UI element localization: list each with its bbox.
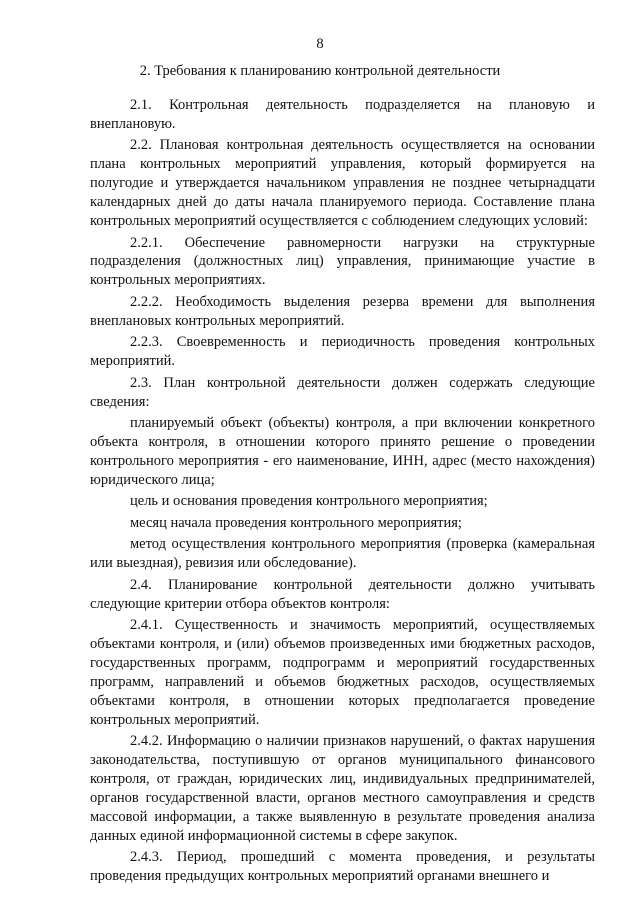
list-item-planned-object: планируемый объект (объекты) контроля, а при включении конкретного объекта контроля, в отношении которого принято решение о проведении контрольного мероприятия - его наименование, ИНН, адрес (место нахождения) юридического лица; bbox=[90, 415, 595, 488]
paragraph-2-2-2: 2.2.2. Необходимость выделения резерва времени для выполнения внеплановых контрольных мероприятий. bbox=[90, 293, 595, 329]
paragraph-2-4-1: 2.4.1. Существенность и значимость мероприятий, осуществляемых объектами контроля, и (или) объемов произведенных ими бюджетных расходов, государственных программ, подпрограмм и мероприятий государственных программ, направлений и объемов бюджетных расходов, осуществляемых объектами контроля, в отношении которых предполагается проведение контрольных мероприятий. bbox=[90, 617, 595, 728]
paragraph-2-2: 2.2. Плановая контрольная деятельность осуществляется на основании плана контрольных мероприятий управления, который формируется на полугодие и утверждается начальником управления не позднее четырнадцати календарных дней до даты начала планируемого периода. Составление плана контрольных мероприятий осуществляется с соблюдением следующих условий: bbox=[90, 137, 595, 230]
list-item-purpose: цель и основания проведения контрольного мероприятия; bbox=[130, 493, 488, 510]
paragraph-2-3: 2.3. План контрольной деятельности должен содержать следующие сведения: bbox=[90, 374, 595, 410]
list-item-method: метод осуществления контрольного мероприятия (проверка (камеральная или выездная), ревизия или обследование). bbox=[90, 536, 595, 572]
page-number: 8 bbox=[316, 36, 324, 52]
paragraph-2-4: 2.4. Планирование контрольной деятельности должно учитывать следующие критерии отбора объектов контроля: bbox=[90, 576, 595, 612]
body-text bbox=[90, 96, 595, 889]
section-title: 2. Требования к планированию контрольной деятельности bbox=[139, 63, 501, 79]
paragraph-2-4-2: 2.4.2. Информацию о наличии признаков нарушений, о фактах нарушения законодательства, поступившую от органов муниципального финансового контроля, от граждан, юридических лиц, индивидуальных предпринимателей, органов государственной власти, органов местного самоуправления и средств массовой информации, а также выявленную в результате проведения анализа данных единой информационной системы в сфере закупок. bbox=[90, 733, 595, 844]
paragraph-2-4-3: 2.4.3. Период, прошедший с момента проведения, и результаты проведения предыдущих контрольных мероприятий органами внешнего и bbox=[90, 849, 595, 885]
paragraph-2-2-1: 2.2.1. Обеспечение равномерности нагрузки на структурные подразделения (должностных лиц) управления, принимающие участие в контрольных мероприятиях. bbox=[90, 234, 595, 289]
list-item-start-month: месяц начала проведения контрольного мероприятия; bbox=[130, 514, 462, 531]
paragraph-2-2-3: 2.2.3. Своевременность и периодичность проведения контрольных мероприятий. bbox=[90, 334, 595, 370]
paragraph-2-1: 2.1. Контрольная деятельность подразделяется на плановую и внеплановую. bbox=[90, 97, 595, 132]
